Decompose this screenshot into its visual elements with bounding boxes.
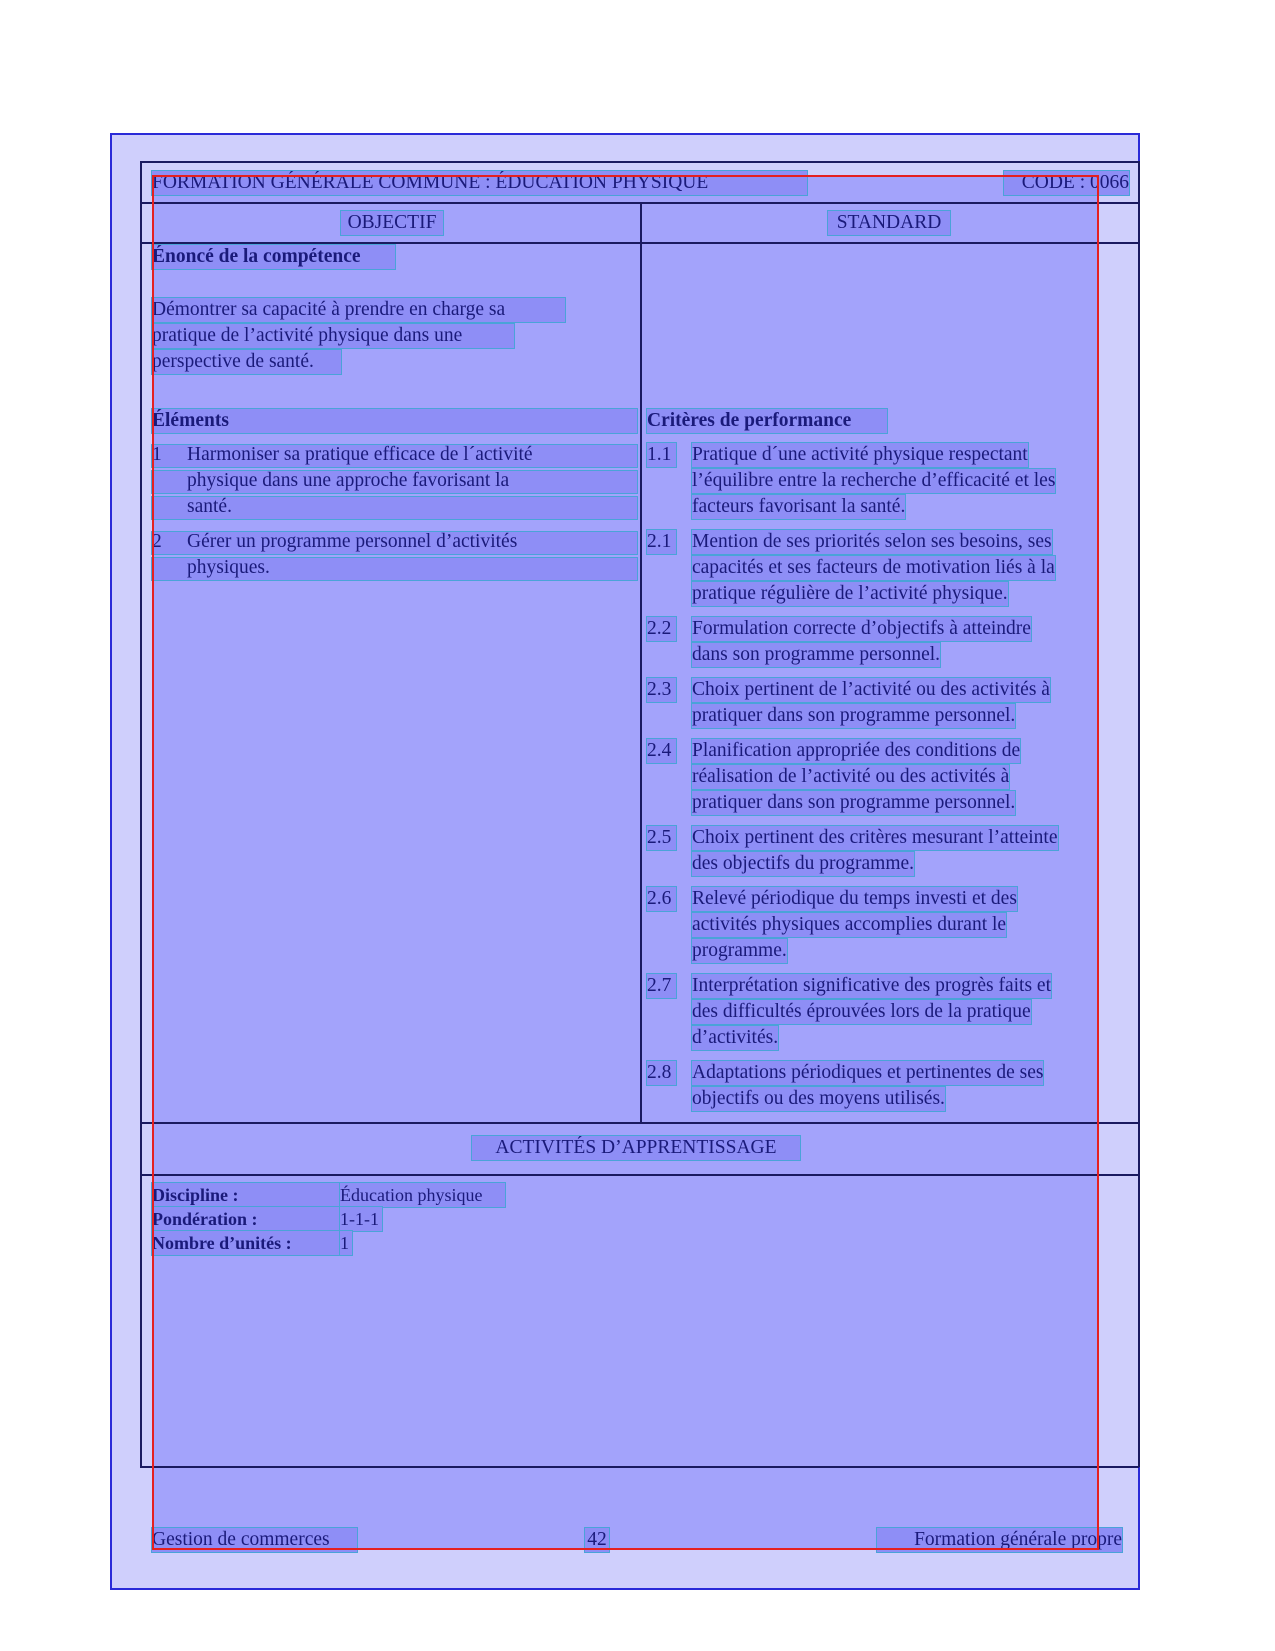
element-line: Harmoniser sa pratique efficace de l´activité (187, 444, 533, 465)
critere-line: d’activités. (692, 1027, 779, 1048)
element-number: 2 (152, 531, 162, 552)
unites-label: Nombre d’unités : (152, 1231, 340, 1255)
critere-number: 2.6 (647, 887, 676, 911)
content-area (152, 175, 1099, 1550)
critere-line: programme. (692, 940, 787, 961)
activites-top-border (140, 1122, 1139, 1124)
critere-number: 2.3 (647, 678, 676, 702)
critere-line: dans son programme personnel. (692, 644, 941, 665)
enonce-line: pratique de l’activité physique dans une (152, 324, 514, 348)
critere-number: 2.7 (647, 974, 676, 998)
critere-number: 2.5 (647, 826, 676, 850)
column-heading-objectif: OBJECTIF (341, 211, 443, 235)
critere-line: pratiquer dans son programme personnel. (692, 705, 1016, 726)
critere-line: Interprétation significative des progrès faits et (692, 975, 1051, 996)
critere-line: facteurs favorisant la santé. (692, 496, 906, 517)
table-top-border (140, 161, 1139, 163)
critere-line: Choix pertinent de l’activité ou des activités à (692, 679, 1050, 700)
header-code: CODE : 0066 (1004, 171, 1129, 195)
activites-heading: ACTIVITÉS D’APPRENTISSAGE (472, 1136, 800, 1160)
element-line: Gérer un programme personnel d’activités (187, 531, 518, 552)
critere-line: Formulation correcte d’objectifs à atteindre (692, 618, 1031, 639)
page-number: 42 (585, 1528, 609, 1552)
discipline-label: Discipline : (152, 1183, 340, 1207)
critere-line: Choix pertinent des critères mesurant l’atteinte (692, 827, 1058, 848)
critere-line: réalisation de l’activité ou des activités à (692, 766, 1010, 787)
footer-left: Gestion de commerces (152, 1528, 357, 1552)
enonce-line: perspective de santé. (152, 350, 341, 374)
elements-heading: Éléments (152, 409, 637, 433)
activites-divider (140, 1174, 1139, 1176)
element-line: physique dans une approche favorisant la (187, 470, 510, 491)
critere-line: activités physiques accomplies durant le (692, 914, 1007, 935)
critere-number: 2.8 (647, 1061, 676, 1085)
header-title: FORMATION GÉNÉRALE COMMUNE : ÉDUCATION PHYSIQUE (152, 171, 807, 195)
critere-number: 2.4 (647, 739, 676, 763)
footer-right: Formation générale propre (877, 1528, 1122, 1552)
table-bottom-border (140, 1466, 1139, 1468)
column-separator (640, 202, 642, 1122)
table-right-border (1138, 161, 1140, 1467)
element-line: physiques. (187, 557, 270, 578)
enonce-heading: Énoncé de la compétence (152, 245, 395, 269)
critere-line: objectifs ou des moyens utilisés. (692, 1088, 945, 1109)
critere-line: Adaptations périodiques et pertinentes de ses (692, 1062, 1044, 1083)
enonce-line: Démontrer sa capacité à prendre en charge sa (152, 298, 565, 322)
element-number: 1 (152, 444, 162, 465)
critere-number: 2.1 (647, 530, 676, 554)
critere-line: capacités et ses facteurs de motivation liés à la (692, 557, 1055, 578)
critere-line: Relevé périodique du temps investi et des (692, 888, 1017, 909)
critere-line: des objectifs du programme. (692, 853, 915, 874)
critere-line: Pratique d´une activité physique respectant (692, 444, 1028, 465)
critere-line: l’équilibre entre la recherche d’efficacité et les (692, 470, 1056, 491)
ponderation-value: 1-1-1 (340, 1207, 382, 1231)
critere-line: Planification appropriée des conditions de (692, 740, 1021, 761)
critere-number: 2.2 (647, 617, 676, 641)
unites-value: 1 (340, 1231, 352, 1255)
column-heading-standard: STANDARD (828, 211, 950, 235)
discipline-value: Éducation physique (340, 1183, 505, 1207)
ponderation-label: Pondération : (152, 1207, 340, 1231)
element-line: santé. (187, 496, 232, 517)
critere-line: des difficultés éprouvées lors de la pratique (692, 1001, 1031, 1022)
critere-number: 1.1 (647, 443, 676, 467)
criteres-heading: Critères de performance (647, 409, 887, 433)
table-left-border (140, 161, 142, 1467)
critere-line: pratique régulière de l’activité physique. (692, 583, 1008, 604)
critere-line: Mention de ses priorités selon ses besoins, ses (692, 531, 1052, 552)
critere-line: pratiquer dans son programme personnel. (692, 792, 1016, 813)
